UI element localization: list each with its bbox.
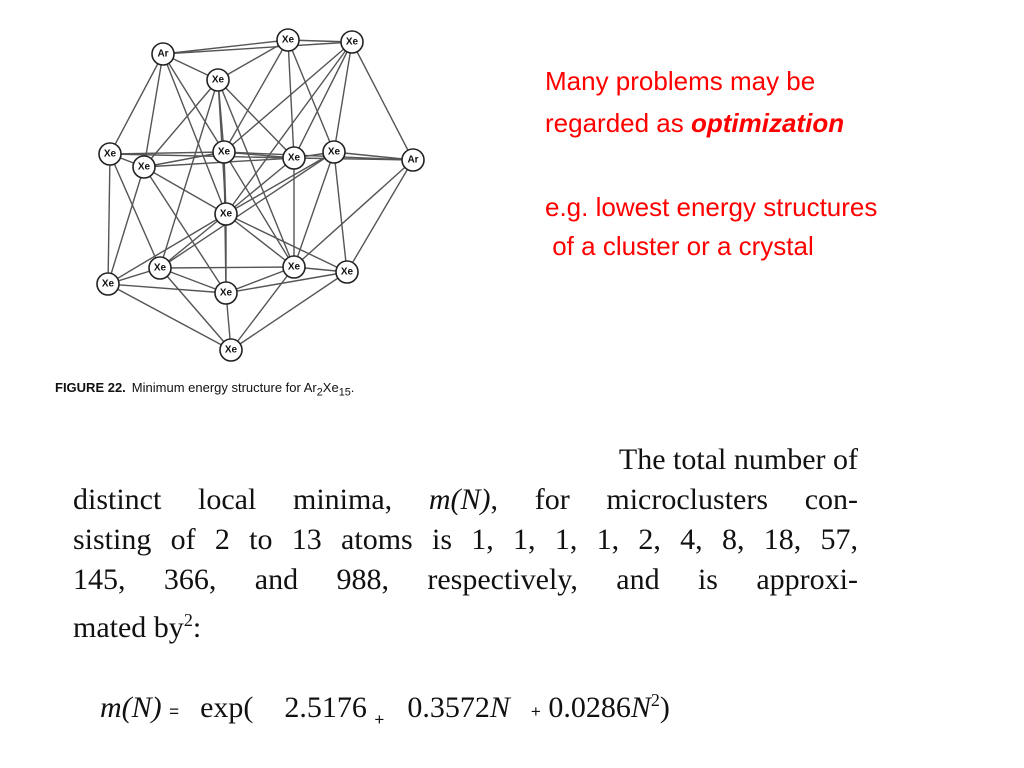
formula-equals: = — [169, 702, 180, 721]
xenon-atom — [283, 256, 305, 278]
formula-arg: (N) — [121, 691, 162, 724]
atom-bond — [334, 152, 347, 272]
approximation-formula — [100, 690, 670, 729]
xenon-atom — [336, 261, 358, 283]
formula-power: 2 — [650, 690, 660, 710]
atom-label: Xe — [101, 278, 115, 290]
atom-bond — [294, 42, 352, 158]
xenon-atom — [323, 141, 345, 163]
paper-line-2 — [73, 480, 858, 520]
xenon-atom — [277, 29, 299, 51]
atom-label: Xe — [211, 74, 225, 86]
formula-n-linear: N — [489, 691, 510, 724]
atom-label: Xe — [153, 262, 167, 274]
formula-constant: 2.5176 — [284, 691, 367, 724]
formula-close-paren: ) — [659, 691, 670, 724]
atom-bond — [288, 40, 334, 152]
argon-atom — [402, 149, 424, 171]
caption-subscript-xe: 15 — [338, 386, 351, 399]
paper-symbol-n: (N) — [450, 483, 491, 516]
paper-line-5-end: : — [192, 611, 202, 644]
atom-label: Xe — [287, 152, 301, 164]
slide-text-prefix: regarded as — [545, 108, 691, 138]
paper-line-1: The total number of — [618, 443, 858, 476]
atom-bond — [352, 42, 413, 160]
xenon-atom — [207, 69, 229, 91]
atom-bond — [160, 267, 294, 268]
xenon-atom — [215, 282, 237, 304]
xenon-atom — [341, 31, 363, 53]
atom-bond — [288, 40, 294, 158]
paper-excerpt — [73, 440, 858, 648]
figure-caption-text: Minimum energy structure for Ar — [131, 380, 317, 395]
atom-label: Xe — [137, 161, 151, 173]
slide-text-line-3: e.g. lowest energy structures — [545, 192, 878, 222]
paper-line-2-text-b: , for microclusters con- — [490, 483, 858, 516]
formula-n-quadratic: N — [630, 691, 651, 724]
atom-bond — [160, 268, 231, 350]
xenon-atom — [213, 141, 235, 163]
figure-caption — [55, 380, 354, 399]
xenon-atom — [220, 339, 242, 361]
atom-label: Xe — [287, 261, 301, 273]
atom-label: Ar — [407, 154, 419, 166]
xenon-atom — [97, 273, 119, 295]
formula-plus-1: + — [374, 710, 385, 729]
slide-text-emphasis: optimization — [690, 108, 845, 138]
atom-bond — [108, 284, 226, 293]
atom-bond — [144, 167, 226, 214]
atom-label: Xe — [327, 146, 341, 158]
formula-plus-2: + — [530, 702, 541, 721]
atom-bond — [224, 42, 352, 152]
xenon-atom — [215, 203, 237, 225]
atom-bond — [160, 214, 226, 268]
atom-label: Xe — [340, 266, 354, 278]
argon-atom — [152, 43, 174, 65]
paper-symbol-m: m — [428, 483, 451, 516]
atom-label: Xe — [217, 146, 231, 158]
atom-label: Xe — [345, 36, 359, 48]
paper-line-3: sisting of 2 to 13 atoms is 1, 1, 1, 1, 2, 4, 8, 18, 57, — [73, 523, 858, 556]
xenon-atom — [149, 257, 171, 279]
slide-text-line-4: of a cluster or a crystal — [545, 231, 814, 261]
atom-label: Xe — [103, 148, 117, 160]
formula-quadratic-coef: 0.0286 — [548, 691, 631, 724]
caption-subscript-ar: 2 — [316, 386, 323, 399]
cluster-structure-figure — [88, 22, 448, 367]
atom-label: Xe — [281, 34, 295, 46]
figure-number: FIGURE 22. — [55, 380, 126, 395]
paper-line-5 — [73, 600, 858, 648]
atom-label: Xe — [219, 208, 233, 220]
slide-text-line-1: Many problems may be — [545, 66, 816, 96]
formula-exp: exp( — [200, 691, 254, 724]
paper-line-4: 145, 366, and 988, respectively, and is approxi- — [73, 563, 858, 596]
atom-label: Ar — [157, 48, 169, 60]
atom-bond — [108, 284, 231, 350]
atom-bond — [160, 80, 218, 268]
formula-m: m — [100, 691, 122, 724]
atom-label: Xe — [224, 344, 238, 356]
atom-bond — [160, 152, 334, 268]
atom-bond — [218, 80, 294, 267]
paper-footnote-ref: 2 — [183, 610, 193, 630]
paper-line-2-text-a: distinct local minima, — [73, 483, 429, 516]
formula-linear-coef: 0.3572 — [407, 691, 490, 724]
atom-bond — [347, 160, 413, 272]
xenon-atom — [99, 143, 121, 165]
atom-bond — [294, 160, 413, 267]
atom-bond — [108, 154, 110, 284]
slide-text-line-2 — [545, 106, 844, 140]
atom-label: Xe — [219, 287, 233, 299]
paper-line-5-text: mated by — [73, 611, 184, 644]
xenon-atom — [283, 147, 305, 169]
caption-xe: Xe — [322, 380, 339, 395]
caption-end: . — [350, 380, 355, 395]
xenon-atom — [133, 156, 155, 178]
